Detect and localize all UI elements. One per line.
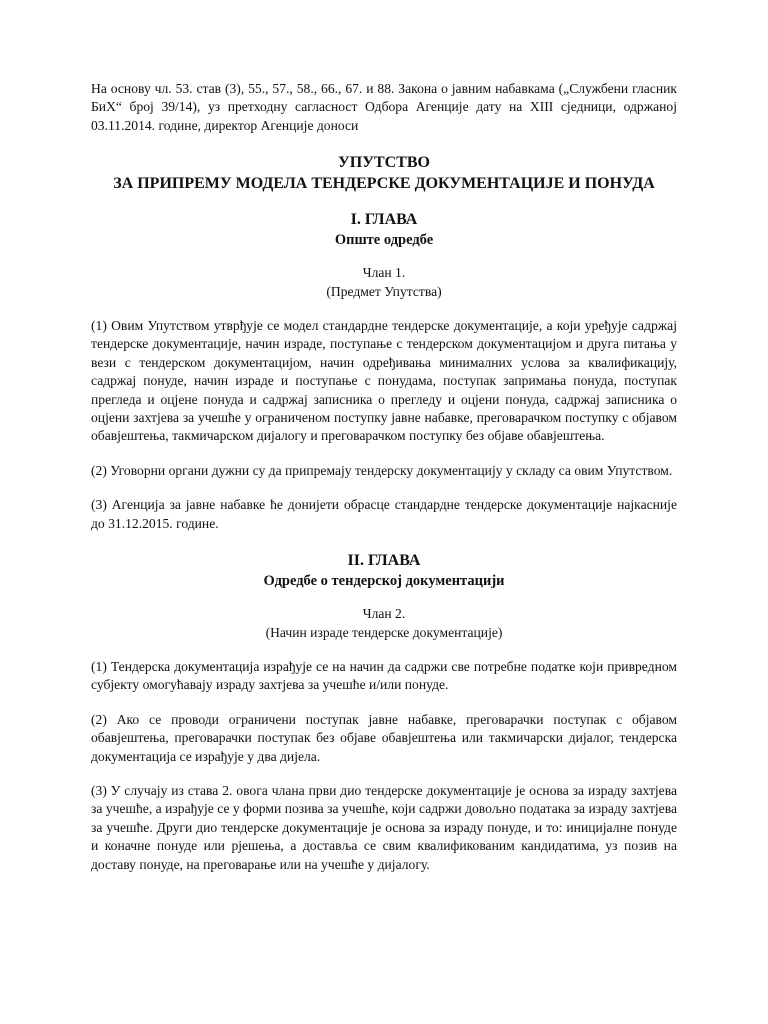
document-page [91,80,677,874]
article-2-paragraph-3: (3) У случају из става 2. овога члана први дио тендерске документације је основа за израду захтјева за учешће, а израђује се у форми позива за учешће, који садржи довољно података за израду захтјева за учешће. Други дио тендерске документације је основа за израду понуде, и то: иницијалне понуде и коначне понуде или рјешења, а доставља се свим квалификованим кандидатима, уз позив на доставу понуде, на преговарање или на учешће у дијалогу. [91,782,677,872]
article-2-paragraph-1: (1) Тендерска документација израђује се на начин да садржи све потребне податке који привредном субјекту омогућавају израду захтјева за учешће и/или понуде. [91,658,677,693]
article-1-number: Члан 1. [362,265,406,281]
article-2-title: (Начин израде тендерске документације) [265,624,503,640]
preamble: На основу чл. 53. став (3), 55., 57., 58., 66., 67. и 88. Закона о јавним набавкама („Службени гласник БиХ“ број 39/14), уз претходну сагласност Одбора Агенције дату на XIII сједници, одржаној 03.11.2014. године, директор Агенције доноси [91,81,677,133]
article-1-paragraph-1: (1) Овим Упутством утврђује се модел стандардне тендерске документације, а који уређује садржај тендерске документације, начин израде, поступање с тендерском документацијом и друга питања у вези с тендерском документацијом, начин одређивања минималних услова за квалификацију, садржај понуде, начин израде и поступање с понудама, поступак запримања понуда, поступак прегледа и оцјене понуда и садржај записника о прегледу и оцјени понуда, садржај записника о оцјени захтјева за учешће у ограниченом поступку јавне набавке, преговарачком поступку с објавом обавјештења, такмичарском дијалогу и преговарачком поступку без објаве обавјештења. [91,318,677,444]
article-2-paragraph-2: (2) Ако се проводи ограничени поступак јавне набавке, преговарачки поступак с објавом обавјештења, преговарачки поступак без објаве обавјештења или такмичарски дијалог, тендерска документација се израђује у два дијела. [91,711,677,764]
article-1-paragraph-3: (3) Агенција за јавне набавке ће донијети обрасце стандардне тендерске документације најкасније до 31.12.2015. године. [91,497,677,531]
chapter-1-heading: I. ГЛАВА [350,211,418,229]
article-2-number: Члан 2. [362,606,406,622]
article-1-title: (Предмет Упутства) [326,283,442,299]
document-title: УПУТСТВО [338,154,430,172]
document-subtitle: ЗА ПРИПРЕМУ МОДЕЛА ТЕНДЕРСКЕ ДОКУМЕНТАЦИЈЕ И ПОНУДА [113,175,655,193]
chapter-1-subheading: Опште одредбе [334,232,434,249]
article-1-paragraph-2: (2) Уговорни органи дужни су да припремају тендерску документацију у складу са овим Упутством. [91,462,673,478]
chapter-2-subheading: Одредбе о тендерској документацији [263,573,505,590]
chapter-2-heading: II. ГЛАВА [347,552,421,570]
